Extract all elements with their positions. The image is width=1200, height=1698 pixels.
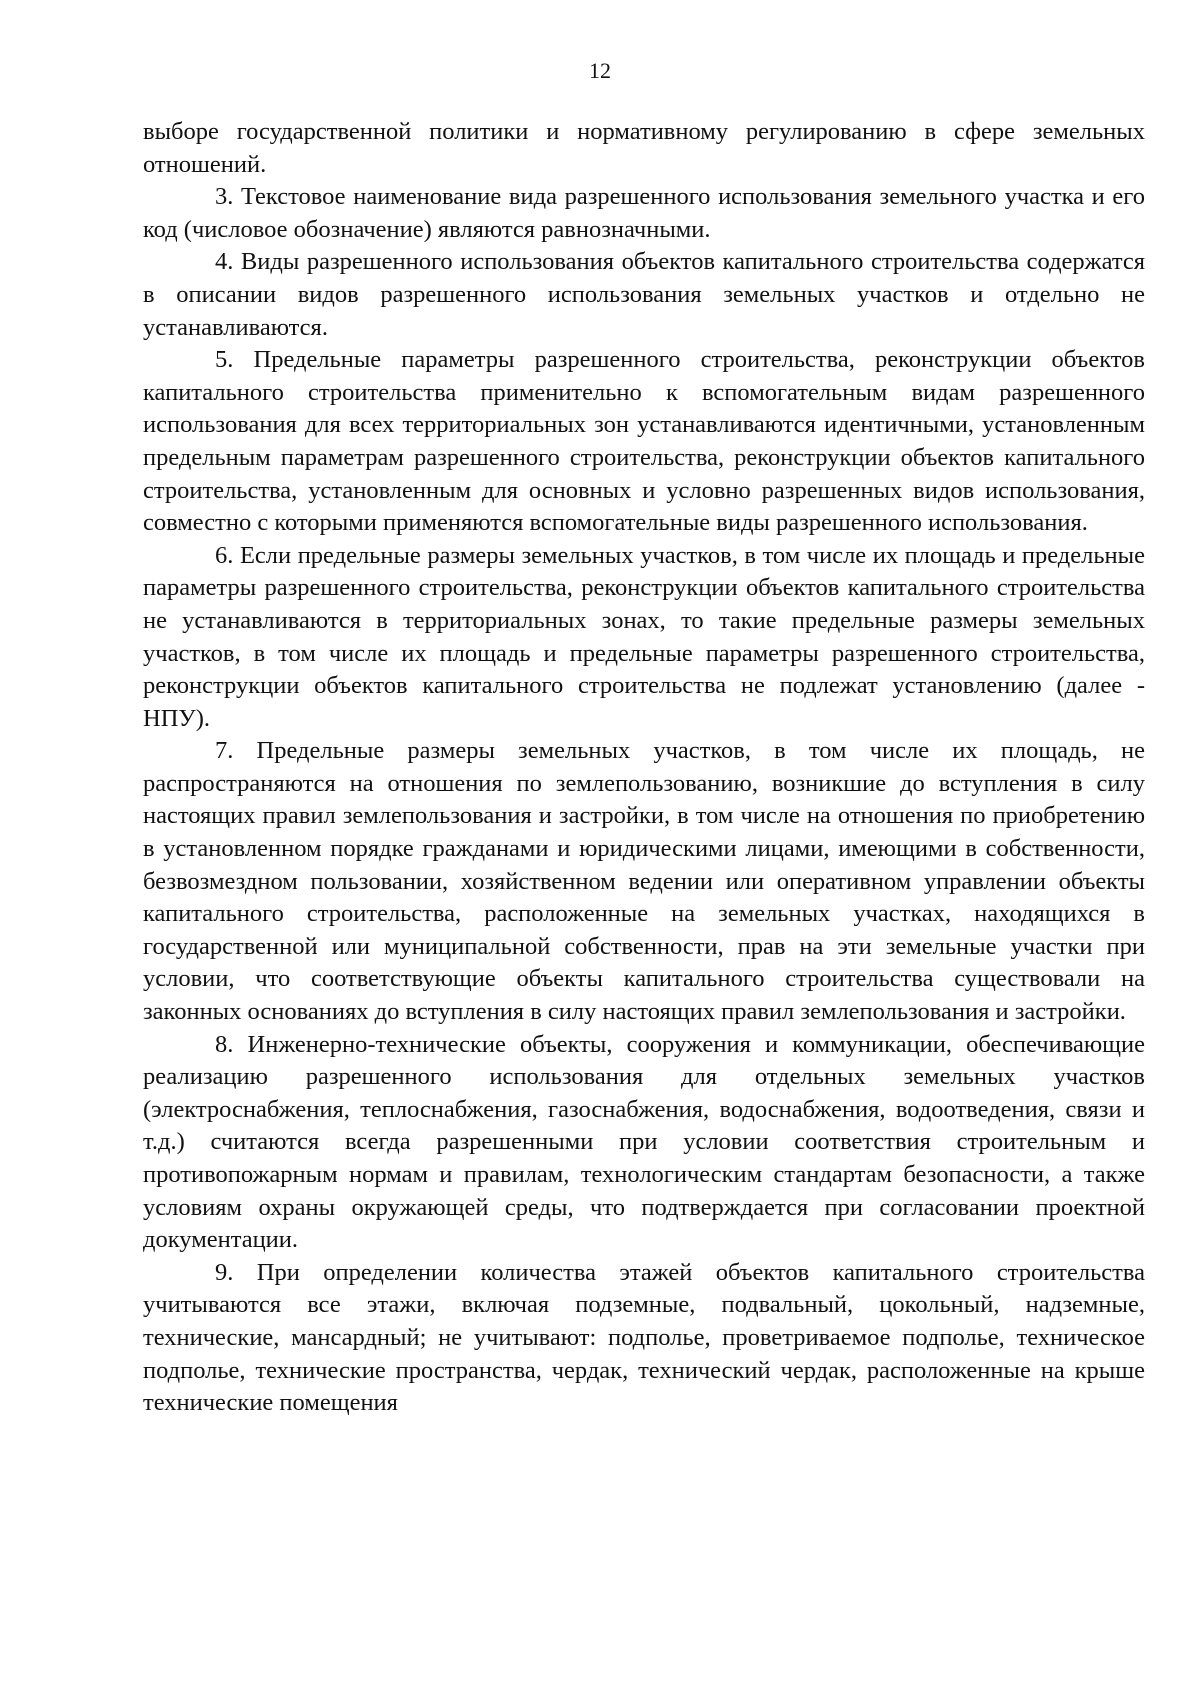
paragraph-6: 6. Если предельные размеры земельных участков, в том числе их площадь и предельные параметры разрешенного строительства, реконструкции объектов капитального строительства не устанавливаются в территориальных зонах, то такие предельные размеры земельных участков, в том числе их площадь и предельные параметры разрешенного строительства, реконструкции объектов капитального строительства не подлежат установлению (далее - НПУ).	[143, 541, 1145, 732]
paragraph-3: 3. Текстовое наименование вида разрешенного использования земельного участка и его код (числовое обозначение) являются равнозначными.	[143, 183, 1145, 243]
paragraph-4: 4. Виды разрешенного использования объектов капитального строительства содержатся в описании видов разрешенного использования земельных участков и отдельно не устанавливаются.	[143, 248, 1145, 341]
paragraph-5: 5. Предельные параметры разрешенного строительства, реконструкции объектов капитального строительства применительно к вспомогательным видам разрешенного использования для всех территориальных зон устанавливаются идентичными, установленным предельным параметрам разрешенного строительства, реконструкции объектов капитального строительства, установленным для основных и условно разрешенных видов использования, совместно с которыми применяются вспомогательные виды разрешенного использования.	[143, 346, 1145, 537]
paragraph-continuation: выборе государственной политики и нормативному регулированию в сфере земельных отношений.	[143, 118, 1145, 178]
document-body	[143, 116, 1145, 1420]
page-number: 12	[589, 58, 611, 83]
paragraph-8: 8. Инженерно-технические объекты, сооружения и коммуникации, обеспечивающие реализацию разрешенного использования для отдельных земельных участков (электроснабжения, теплоснабжения, газоснабжения, водоснабжения, водоотведения, связи и т.д.) считаются всегда разрешенными при условии соответствия строительным и противопожарным нормам и правилам, технологическим стандартам безопасности, а также условиям охраны окружающей среды, что подтверждается при согласовании проектной документации.	[143, 1030, 1145, 1254]
paragraph-7: 7. Предельные размеры земельных участков, в том числе их площадь, не распространяются на отношения по землепользованию, возникшие до вступления в силу настоящих правил землепользования и застройки, в том числе на отношения по приобретению в установленном порядке гражданами и юридическими лицами, имеющими в собственности, безвозмездном пользовании, хозяйственном ведении или оперативном управлении объекты капитального строительства, расположенные на земельных участках, находящихся в государственной или муниципальной собственности, прав на эти земельные участки при условии, что соответствующие объекты капитального строительства существовали на законных основаниях до вступления в силу настоящих правил землепользования и застройки.	[143, 737, 1145, 1026]
paragraph-9: 9. При определении количества этажей объектов капитального строительства учитываются все этажи, включая подземные, подвальный, цокольный, надземные, технические, мансардный; не учитывают: подполье, проветриваемое подполье, техническое подполье, технические пространства, чердак, технический чердак, расположенные на крыше технические помещения	[143, 1258, 1145, 1417]
